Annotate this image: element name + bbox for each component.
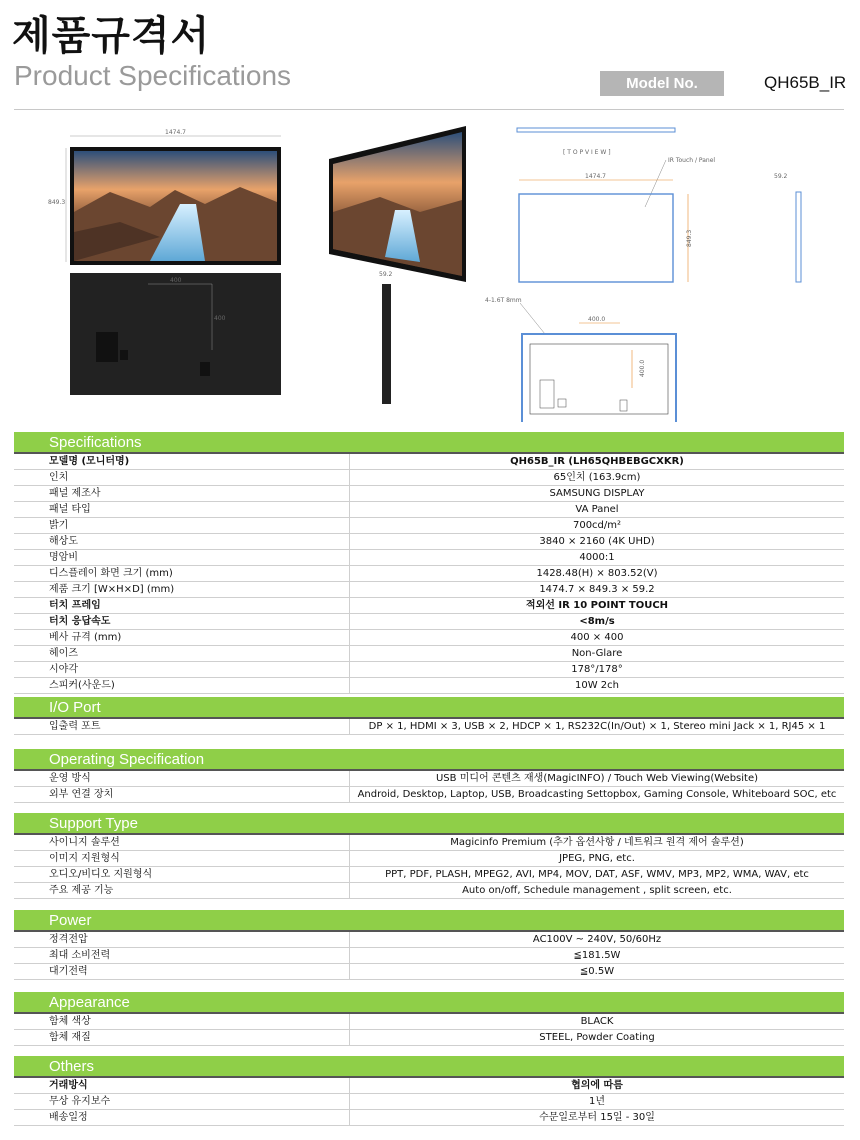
angled-monitor bbox=[329, 126, 466, 282]
draw-depth-dim: 59.2 bbox=[774, 173, 788, 180]
section-power bbox=[14, 910, 844, 980]
spec-value: 1474.7 × 849.3 × 59.2 bbox=[539, 584, 655, 595]
spec-label: 모델명 (모니터명) bbox=[14, 454, 350, 469]
page-subtitle: Product Specifications bbox=[14, 60, 292, 91]
spec-row bbox=[14, 1030, 844, 1046]
spec-value: 수문일로부터 15일 - 30일 bbox=[539, 1112, 655, 1123]
spec-value: 700cd/m² bbox=[572, 520, 622, 531]
spec-row bbox=[14, 550, 844, 566]
spec-value: 178°/178° bbox=[571, 664, 623, 675]
back-vesa-h-dim: 400 bbox=[170, 277, 182, 284]
spec-row bbox=[14, 454, 844, 470]
spec-label: 인치 bbox=[14, 470, 350, 485]
header-divider bbox=[14, 109, 844, 110]
spec-row bbox=[14, 883, 844, 899]
spec-label: 이미지 지원형식 bbox=[14, 851, 350, 866]
section-header: Support Type bbox=[14, 813, 844, 833]
spec-value: Auto on/off, Schedule management , split screen, etc. bbox=[462, 885, 732, 896]
spec-row bbox=[14, 1014, 844, 1030]
spec-row bbox=[14, 1078, 844, 1094]
spec-value: 10W 2ch bbox=[575, 680, 619, 691]
section-header: Others bbox=[14, 1056, 844, 1076]
spec-label: 오디오/비디오 지원형식 bbox=[14, 867, 350, 882]
spec-label: 최대 소비전력 bbox=[14, 948, 350, 963]
spec-row bbox=[14, 518, 844, 534]
spec-label: 제품 크기 [W×H×D] (mm) bbox=[14, 582, 350, 597]
spec-label: 터치 프레임 bbox=[14, 598, 350, 613]
spec-row bbox=[14, 964, 844, 980]
spec-row bbox=[14, 835, 844, 851]
spec-row bbox=[14, 787, 844, 803]
spec-label: 밝기 bbox=[14, 518, 350, 533]
spec-value: 400 × 400 bbox=[570, 632, 624, 643]
spec-row bbox=[14, 502, 844, 518]
spec-row bbox=[14, 867, 844, 883]
section-specifications bbox=[14, 432, 844, 694]
spec-label: 터치 응답속도 bbox=[14, 614, 350, 629]
spec-label: 함체 색상 bbox=[14, 1014, 350, 1029]
spec-value: 협의에 따름 bbox=[571, 1080, 623, 1091]
spec-value: VA Panel bbox=[575, 504, 619, 515]
spec-value: Android, Desktop, Laptop, USB, Broadcasting Settopbox, Gaming Console, Whiteboard SOC, etc bbox=[357, 789, 837, 800]
spec-row bbox=[14, 948, 844, 964]
spec-row bbox=[14, 646, 844, 662]
spec-value: PPT, PDF, PLASH, MPEG2, AVI, MP4, MOV, DAT, ASF, WMV, MP3, MP2, WMA, WAV, etc bbox=[385, 869, 809, 880]
spec-value: ≦0.5W bbox=[579, 966, 615, 977]
spec-label: 스피커(사운드) bbox=[14, 678, 350, 693]
spec-value: 65인치 (163.9cm) bbox=[553, 472, 641, 483]
spec-label: 해상도 bbox=[14, 534, 350, 549]
front-view-monitor bbox=[48, 129, 281, 265]
spec-label: 명암비 bbox=[14, 550, 350, 565]
top-view-label: [ T O P V I E W ] bbox=[563, 149, 611, 156]
spec-label: 외부 연결 장치 bbox=[14, 787, 350, 802]
model-number-label: Model No. bbox=[600, 71, 724, 96]
section-header: Power bbox=[14, 910, 844, 930]
front-width-dim: 1474.7 bbox=[165, 129, 186, 136]
spec-label: 주요 제공 기능 bbox=[14, 883, 350, 898]
draw-width-dim: 1474.7 bbox=[585, 173, 606, 180]
spec-value: <8m/s bbox=[579, 616, 615, 627]
spec-row bbox=[14, 932, 844, 948]
spec-label: 헤이즈 bbox=[14, 646, 350, 661]
spec-row bbox=[14, 851, 844, 867]
spec-value: 3840 × 2160 (4K UHD) bbox=[539, 536, 655, 547]
spec-row bbox=[14, 486, 844, 502]
spec-label: 무상 유지보수 bbox=[14, 1094, 350, 1109]
spec-label: 대기전력 bbox=[14, 964, 350, 979]
spec-label: 운영 방식 bbox=[14, 771, 350, 786]
top-view-drawing bbox=[485, 128, 801, 422]
draw-vesa-v-dim: 400.0 bbox=[639, 359, 646, 377]
spec-label: 입출력 포트 bbox=[14, 719, 350, 734]
section-operating-specification bbox=[14, 749, 844, 803]
section-header: I/O Port bbox=[14, 697, 844, 717]
side-view-monitor bbox=[379, 271, 393, 404]
spec-value: USB 미디어 콘텐츠 재생(MagicINFO) / Touch Web Viewing(Website) bbox=[435, 773, 759, 784]
side-depth-dim: 59.2 bbox=[379, 271, 393, 278]
spec-value: Non-Glare bbox=[571, 648, 623, 659]
spec-row bbox=[14, 662, 844, 678]
spec-label: 함체 재질 bbox=[14, 1030, 350, 1045]
spec-value: 1년 bbox=[588, 1096, 606, 1107]
back-view-monitor bbox=[70, 273, 281, 395]
spec-value: 4000:1 bbox=[579, 552, 615, 563]
spec-label: 배송일정 bbox=[14, 1110, 350, 1125]
section-support-type bbox=[14, 813, 844, 899]
spec-value: 적외선 IR 10 POINT TOUCH bbox=[525, 600, 669, 611]
spec-row bbox=[14, 1110, 844, 1126]
draw-height-dim: 849.3 bbox=[686, 229, 693, 247]
page-title: 제품규격서 bbox=[12, 13, 211, 59]
section-header: Operating Specification bbox=[14, 749, 844, 769]
section-io-port bbox=[14, 697, 844, 735]
spec-value: 1428.48(H) × 803.52(V) bbox=[536, 568, 658, 579]
spec-value: SAMSUNG DISPLAY bbox=[549, 488, 645, 499]
product-figures bbox=[0, 112, 860, 422]
section-others bbox=[14, 1056, 844, 1126]
spec-row bbox=[14, 534, 844, 550]
spec-label: 패널 타입 bbox=[14, 502, 350, 517]
spec-label: 정격전압 bbox=[14, 932, 350, 947]
spec-value: AC100V ~ 240V, 50/60Hz bbox=[532, 934, 662, 945]
spec-row bbox=[14, 582, 844, 598]
spec-row bbox=[14, 598, 844, 614]
spec-row bbox=[14, 630, 844, 646]
spec-row bbox=[14, 771, 844, 787]
back-vesa-v-dim: 400 bbox=[214, 315, 226, 322]
spec-label: 베사 규격 (mm) bbox=[14, 630, 350, 645]
spec-label: 디스플레이 화면 크기 (mm) bbox=[14, 566, 350, 581]
spec-row bbox=[14, 614, 844, 630]
spec-value: DP × 1, HDMI × 3, USB × 2, HDCP × 1, RS232C(In/Out) × 1, Stereo mini Jack × 1, RJ45 × 1 bbox=[368, 721, 826, 732]
spec-value: QH65B_IR (LH65QHBEBGCXKR) bbox=[510, 456, 684, 467]
section-header: Appearance bbox=[14, 992, 844, 1012]
section-appearance bbox=[14, 992, 844, 1046]
screw-note: 4-1.6T 8mm bbox=[485, 297, 522, 304]
spec-value: ≦181.5W bbox=[573, 950, 621, 961]
spec-label: 시야각 bbox=[14, 662, 350, 677]
model-number-value: QH65B_IR bbox=[764, 73, 847, 92]
front-height-dim: 849.3 bbox=[48, 199, 66, 206]
spec-value: STEEL, Powder Coating bbox=[539, 1032, 655, 1043]
spec-row bbox=[14, 1094, 844, 1110]
spec-value: BLACK bbox=[580, 1016, 614, 1027]
spec-row bbox=[14, 719, 844, 735]
spec-value: JPEG, PNG, etc. bbox=[559, 853, 635, 864]
spec-value: Magicinfo Premium (추가 옵션사항 / 네트워크 원격 제어 솔루션) bbox=[450, 837, 744, 848]
spec-label: 사이니지 솔루션 bbox=[14, 835, 350, 850]
draw-vesa-h-dim: 400.0 bbox=[588, 316, 606, 323]
spec-row bbox=[14, 470, 844, 486]
spec-label: 거래방식 bbox=[14, 1078, 350, 1093]
spec-row bbox=[14, 566, 844, 582]
spec-row bbox=[14, 678, 844, 694]
section-header: Specifications bbox=[14, 432, 844, 452]
spec-label: 패널 제조사 bbox=[14, 486, 350, 501]
touch-panel-label: IR Touch / Panel bbox=[668, 157, 716, 164]
